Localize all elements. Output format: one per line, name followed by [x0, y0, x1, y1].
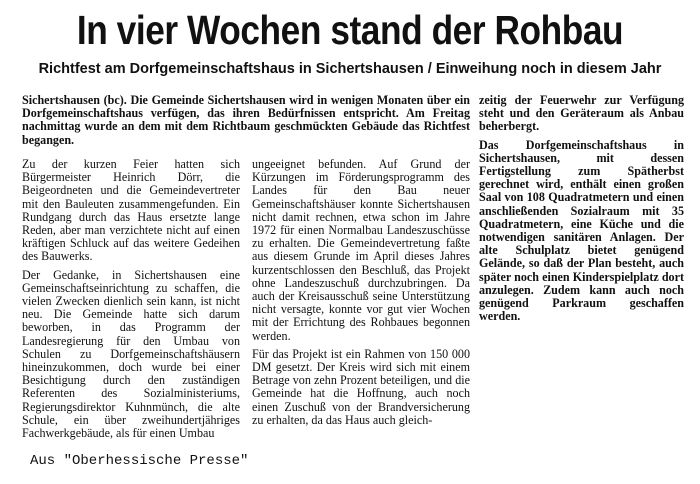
column-3 — [479, 94, 684, 328]
lead-paragraph: Sichertshausen (bc). Die Gemeinde Sichertshausen wird in wenigen Monaten über ein Dorfgemeinschaftshaus verfügen, das ihren Bedürfnissen entspricht. Am Freitag nachmittag wurde an dem mit dem Richtbaum geschmückten Gebäude das Richtfest begangen. — [22, 93, 470, 147]
column-3-paragraph-1: zeitig der Feuerwehr zur Verfügung steht und den Geräteraum als Anbau beherbergt. — [479, 93, 684, 134]
column-2 — [252, 158, 470, 432]
source-note: Aus "Oberhessische Presse" — [30, 453, 249, 469]
column-1-paragraph-1: Zu der kurzen Feier hatten sich Bürgermeister Heinrich Dörr, die Beigeordneten und die Gemeindevertreter mit den Bauleuten zusammengefunden. Ein Rundgang durch das Haus ersetzte lange Reden, aber man verzichtete nicht auf einen kräftigen Schluck auf das weitere Gedeihen des Bauwerks. — [22, 157, 240, 264]
subheadline: Richtfest am Dorfgemeinschaftshaus in Sichertshausen / Einweihung noch in diesem Jahr — [38, 61, 662, 77]
column-2-paragraph-1: ungeeignet befunden. Auf Grund der Kürzungen im Förderungsprogramm des Landes für den Bau neuer Gemeinschaftshäuser konnte Sichertshausen nicht damit rechnen, etwa schon im Jahre 1972 für einen Normalbau Landeszuschüsse zu erhalten. Die Gemeindevertretung faßte aus diesem Grunde im April dieses Jahres kurzentschlossen den Beschluß, das Projekt ohne Landeszuschuß durchzubringen. Da auch der Kreisausschuß seine Unterstützung nicht versagte, konnte vor gut vier Wochen mit der Errichtung des Rohbaues begonnen werden. — [252, 157, 470, 343]
column-3-paragraph-2: Das Dorfgemeinschaftshaus in Sichertshausen, mit dessen Fertigstellung zum Spätherbst gerechnet wird, enthält einen großen Saal von 108 Quadratmetern und einen anschließenden Sozialraum mit 35 Quadratmetern, eine Küche und die notwendigen sanitären Anlagen. Der alte Schulplatz bietet genügend Gelände, so daß der Plan besteht, auch später noch einen Kinderspielplatz dort anzulegen. Zudem kann auch noch genügend Parkraum geschaffen werden. — [479, 137, 684, 324]
article-left-block — [22, 93, 470, 441]
column-1-paragraph-2: Der Gedanke, in Sichertshausen eine Gemeinschaftseinrichtung zu schaffen, die vielen Zwecken dienlich sein kann, ist nicht neu. Die Gemeinde hatte sich darum beworben, in das Programm der Landesregierung für den Umbau von Schulen zu Dorfgemeinschaftshäusern hineinzukommen, doch wurde bei einer Besichtigung durch den zuständigen Referenten des Sozialministeriums, Regierungsdirektor Kuhnmünch, die alte Schule, ein über zweihundertjähriges Fachwerkgebäude, als für einen Umbau — [22, 267, 240, 441]
column-1 — [22, 158, 240, 445]
headline: In vier Wochen stand der Rohbau — [76, 7, 624, 53]
column-2-paragraph-2: Für das Projekt ist ein Rahmen von 150 000 DM gesetzt. Der Kreis wird sich mit einem Betrage von zehn Prozent beteiligen, und die Gemeinde hat die Hoffnung, auch noch einen Zuschuß von der Brandversicherung zu erhalten, da das Haus auch gleich- — [252, 346, 470, 427]
